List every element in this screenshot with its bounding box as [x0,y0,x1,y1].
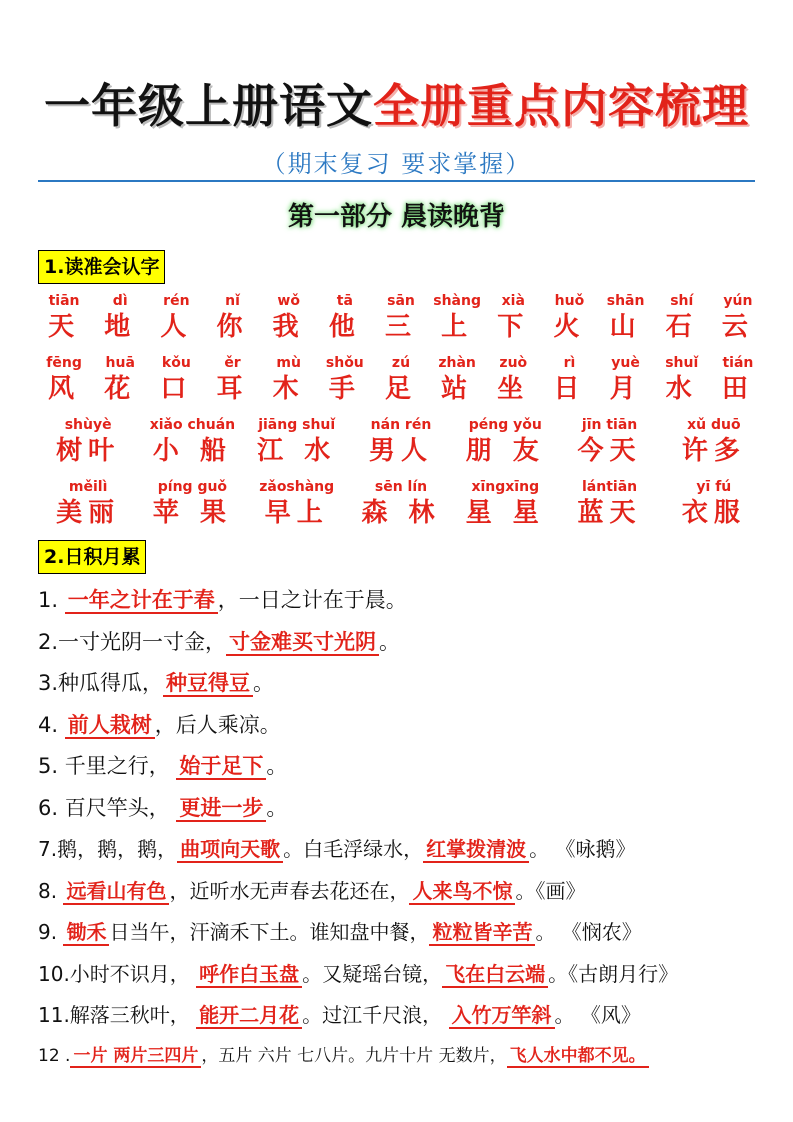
hanzi: 小 船 [152,436,232,466]
pinyin: tā [336,293,353,309]
char-cell [204,292,260,344]
char-cell [654,292,710,344]
pinyin: tián [722,355,754,371]
answer-text: 入竹万竿斜 [449,1003,555,1029]
title-red: 全册重点内容梳理 [373,79,749,133]
proverb-line [38,916,642,945]
pinyin: yuè [611,355,640,371]
pinyin: fēng [46,355,82,371]
char-cell [140,478,244,530]
hanzi: 树叶 [56,436,121,466]
char-cell [148,292,204,344]
answer-text: 呼作白玉盘 [196,962,302,988]
char-cell [654,354,710,406]
hanzi: 水 [665,374,698,404]
proverb-line [38,833,635,862]
pinyin: xiǎo chuán [149,417,236,433]
char-cell [148,354,204,406]
hanzi: 男人 [368,436,433,466]
hanzi: 星 星 [465,498,545,528]
line-text: 4. [38,712,65,737]
hanzi: 云 [721,312,754,342]
answer-text: 人来鸟不惊 [409,879,515,905]
char-cell [140,416,244,468]
char-cell [349,478,453,530]
proverb-line [38,667,274,697]
line-text: 。 [379,629,401,654]
pinyin: péng yǒu [468,417,542,433]
line-text: ，后人乘凉。 [154,712,281,737]
line-text: 。《画》 [515,878,586,903]
pinyin: sēn lín [374,479,428,495]
page-subtitle: （期末复习 要求掌握） [261,150,532,178]
pinyin: ěr [224,355,241,371]
hanzi: 天 [48,312,81,342]
pinyin: shàng [433,293,481,309]
line-text: 5. 千里之行， [38,754,177,778]
char-cell [317,292,373,344]
hanzi: 日 [553,374,586,404]
pinyin: huǒ [554,293,585,309]
proverb-line [38,750,287,780]
pinyin: huā [105,355,135,371]
pinyin: jiāng shuǐ [258,417,336,433]
hanzi: 美丽 [56,498,121,528]
line-text: 。 《风》 [554,1003,641,1027]
line-text: 8. [38,878,64,903]
answer-text: 能开二月花 [196,1003,302,1029]
char-cell [36,354,92,406]
pinyin: nǐ [225,293,240,309]
line-text: 。又疑瑶台镜， [302,961,443,986]
char-cell [36,478,140,530]
line-text: 1. [38,588,65,612]
answer-text: 前人栽树 [65,713,155,739]
proverb-line [38,875,585,904]
hanzi: 耳 [216,374,249,404]
proverb-line [38,999,641,1028]
line-text: 7.鹅，鹅，鹅， [38,837,178,861]
char-cell [349,416,453,468]
pinyin: rén [163,293,190,309]
char-cell [317,354,373,406]
char-cell [36,292,92,344]
char-cell [485,292,541,344]
answer-text: 飞在白云端 [442,962,548,988]
pinyin: dì [112,293,128,309]
hanzi: 田 [721,374,754,404]
answer-text: 粒粒皆辛苦 [429,920,535,946]
page-title [0,70,793,136]
answer-text: 飞人水中都不见。 [507,1046,649,1068]
char-cell [453,478,557,530]
hanzi: 早上 [264,498,329,528]
hanzi: 石 [665,312,698,342]
hanzi: 山 [609,312,642,342]
proverb-line [38,1041,649,1066]
pinyin: xīngxīng [471,479,540,495]
pinyin: lántiān [582,479,638,495]
pinyin: zuò [499,355,528,371]
line-text: 10.小时不识月， [38,961,197,986]
line-text: 。白毛浮绿水， [283,837,424,861]
hanzi: 他 [328,312,361,342]
char-cell [710,292,766,344]
pinyin: yī fú [696,479,732,495]
line-text: 。 [266,754,288,778]
char-cell [485,354,541,406]
line-text: 。 《悯农》 [535,920,642,944]
pinyin: jīn tiān [581,417,638,433]
hanzi: 森 林 [361,498,441,528]
hanzi: 坐 [497,374,530,404]
proverb-line [38,626,400,656]
char-cell [261,354,317,406]
answer-text: 锄禾 [63,920,109,946]
hanzi: 许多 [681,436,746,466]
answer-text: 始于足下 [176,754,266,780]
hanzi: 我 [272,312,305,342]
char-cell [557,416,661,468]
answer-text: 寸金难买寸光阴 [226,630,379,656]
pinyin: sān [387,293,415,309]
answer-text: 红掌拨清波 [423,837,529,863]
char-cell [453,416,557,468]
hanzi: 足 [384,374,417,404]
line-text: ，一日之计在于晨。 [217,588,407,612]
pinyin: wǒ [277,293,300,309]
char-cell [557,478,661,530]
pinyin: shuǐ [665,355,699,371]
proverb-line [38,709,281,739]
pinyin: shān [606,293,645,309]
char-cell [245,478,349,530]
line-text: 6. 百尺竿头， [38,795,177,820]
char-cell [598,354,654,406]
answer-text: 远看山有色 [63,879,169,905]
section-2-label: 2.日积月累 [38,540,146,574]
section-1-label: 1.读准会认字 [38,250,165,284]
answer-text: 更进一步 [176,796,266,822]
hanzi: 三 [384,312,417,342]
pinyin: xǔ duō [687,417,741,433]
proverb-line [38,792,287,822]
line-text: ，五片 六片 七八片。九片十片 无数片， [201,1045,507,1066]
pinyin: shùyè [64,417,112,433]
hanzi: 手 [328,374,361,404]
line-text: 11.解落三秋叶， [38,1003,197,1027]
pinyin: měilì [68,479,108,495]
char-cell [204,354,260,406]
hanzi: 下 [497,312,530,342]
hanzi: 站 [441,374,474,404]
part-heading: 第一部分 晨读晚背 [287,202,506,232]
line-text: 。 [253,671,275,695]
hanzi: 木 [272,374,305,404]
hanzi: 月 [609,374,642,404]
hanzi: 苹 果 [152,498,232,528]
proverb-line [38,958,678,987]
hanzi: 衣服 [681,498,746,528]
char-cell [36,416,140,468]
pinyin: kǒu [161,355,191,371]
hanzi: 风 [48,374,81,404]
char-cell [92,292,148,344]
char-cell [598,292,654,344]
answer-text: 一片 两片三四片 [70,1046,201,1068]
char-cell [261,292,317,344]
hanzi: 蓝天 [577,498,642,528]
pinyin: tiān [48,293,80,309]
char-cell [541,292,597,344]
pinyin: yún [723,293,753,309]
answer-text: 一年之计在于春 [65,588,218,614]
line-text: ，近听水无声春去花还在， [169,878,410,903]
proverb-line [38,584,407,614]
char-cell [373,354,429,406]
char-cell [662,416,766,468]
pinyin: xià [501,293,525,309]
pinyin: shǒu [325,355,364,371]
pinyin: zǎoshàng [259,479,335,495]
hanzi: 口 [160,374,193,404]
line-text: 。《古朗月行》 [548,961,679,986]
pinyin: mù [276,355,301,371]
char-cell [92,354,148,406]
hanzi: 今天 [577,436,642,466]
char-cell [710,354,766,406]
line-text: 12 . [38,1045,71,1066]
line-text: 日当午，汗滴禾下土。谁知盘中餐， [109,920,430,944]
pinyin: píng guǒ [157,479,228,495]
pinyin: zhàn [438,355,476,371]
char-cell [373,292,429,344]
divider [38,180,755,182]
char-cell [662,478,766,530]
pinyin: zú [391,355,411,371]
answer-text: 曲项向天歌 [177,837,283,863]
hanzi: 地 [104,312,137,342]
hanzi: 你 [216,312,249,342]
hanzi: 江 水 [257,436,337,466]
hanzi: 花 [104,374,137,404]
line-text: 。过江千尺浪， [302,1003,449,1027]
hanzi: 火 [553,312,586,342]
title-black: 一年级上册语文 [44,79,373,133]
line-text: 。 《咏鹅》 [529,837,636,861]
char-cell [429,292,485,344]
char-cell [245,416,349,468]
pinyin: nán rén [370,417,432,433]
pinyin: rì [563,355,576,371]
line-text: 。 [266,795,288,820]
char-cell [541,354,597,406]
char-cell [429,354,485,406]
line-text: 3.种瓜得瓜， [38,671,164,695]
answer-text: 种豆得豆 [163,671,253,697]
line-text: 9. [38,920,64,944]
pinyin: shí [670,293,694,309]
hanzi: 上 [441,312,474,342]
line-text: 2.一寸光阴一寸金， [38,629,227,654]
hanzi: 朋 友 [465,436,545,466]
hanzi: 人 [160,312,193,342]
